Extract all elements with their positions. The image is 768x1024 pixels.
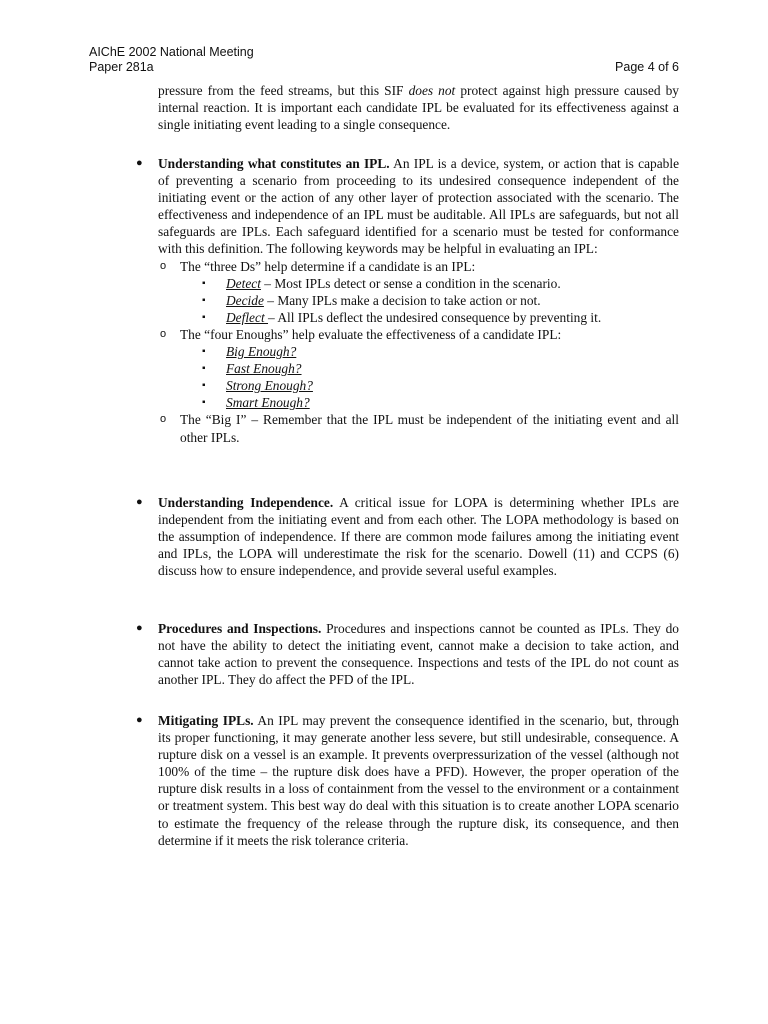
square-bullet-icon: ▪ (202, 363, 206, 375)
four-enoughs-item: ▪ Smart Enough? (202, 395, 310, 411)
page-number: Page 4 of 6 (615, 60, 679, 74)
three-ds-item: ▪ Decide – Many IPLs make a decision to take action or not. (202, 292, 541, 308)
bullet-mitigating (136, 712, 679, 849)
four-enoughs-item: ▪ Fast Enough? (202, 361, 302, 377)
bullet-text: Procedures and Inspections. Procedures and inspections cannot be counted as IPLs. They do not have the ability to detect the initiating event, cannot make a decision to take action, and cannot take action to prevent the consequence. Inspections and tests of the IPL do not count as another IPL. They do affect the PFD of the IPL. (158, 621, 679, 688)
bullet-title: Procedures and Inspections. (158, 621, 322, 636)
sublist-item: o The “three Ds” help determine if a candidate is an IPL: (160, 258, 476, 274)
emphasis: does not (408, 83, 456, 98)
bullet-title: Understanding Independence. (158, 495, 334, 510)
meeting-name: AIChE 2002 National Meeting (89, 45, 254, 59)
bullet-icon: ● (136, 496, 143, 508)
sublist-item: o The “Big I” – Remember that the IPL must be independent of the initiating event and all other IPLs. (160, 412, 679, 445)
bullet-text: Understanding Independence. A critical issue for LOPA is determining whether IPLs are independent from the initiating event and from each other. The LOPA methodology is based on the assumption of independence. If there are common mode failures among the initiating event and IPLs, the LOPA will underestimate the risk for the scenario. Dowell (11) and CCPS (6) discuss how to ensure independence, and provide several useful examples. (158, 495, 679, 579)
bullet-title: Understanding what constitutes an IPL. (158, 156, 390, 171)
square-bullet-icon: ▪ (202, 277, 206, 289)
square-bullet-icon: ▪ (202, 311, 206, 323)
sublist-item: o The “four Enoughs” help evaluate the effectiveness of a candidate IPL: (160, 326, 562, 342)
four-enoughs-item: ▪ Big Enough? (202, 344, 297, 360)
circle-bullet-icon: o (160, 413, 167, 426)
square-bullet-icon: ▪ (202, 397, 206, 409)
paper-number: Paper 281a (89, 60, 154, 74)
bullet-procedures (136, 620, 679, 688)
square-bullet-icon: ▪ (202, 294, 206, 306)
four-enoughs-item: ▪ Strong Enough? (202, 378, 313, 394)
bullet-constitutes-ipl (136, 155, 680, 446)
bullet-independence (136, 494, 679, 579)
bullet-icon: ● (136, 622, 143, 634)
circle-bullet-icon: o (160, 259, 167, 272)
bullet-icon: ● (136, 157, 143, 169)
bullet-title: Mitigating IPLs. (158, 713, 254, 728)
bullet-text: Mitigating IPLs. An IPL may prevent the consequence identified in the scenario, but, through its proper functioning, it may generate another less severe, but still undesirable, consequence. A rupture disk on a vessel is an example. It prevents overpressurization of the vessel (although not 100% of the time – the rupture disk does have a PFD). However, the proper operation of the rupture disk results in a loss of containment from the vessel to the environment or a containment or treatment system. This best way do deal with this situation is to create another LOPA scenario to estimate the frequency of the release through the rupture disk, its consequence, and then determine if it meets the risk tolerance criteria. (158, 713, 679, 848)
bullet-icon: ● (136, 714, 143, 726)
square-bullet-icon: ▪ (202, 346, 206, 358)
three-ds-item: ▪ Deflect – All IPLs deflect the undesired consequence by preventing it. (202, 309, 602, 325)
bullet-text: Understanding what constitutes an IPL. An IPL is a device, system, or action that is capable of preventing a scenario from proceeding to its undesired consequence independent of the initiating event or the action of any other layer of protection associated with the scenario. The effectiveness and independence of an IPL must be auditable. All IPLs are safeguards, but not all safeguards are IPLs. Each safeguard identified for a scenario must be tested for conformance with this definition. The following keywords may be helpful in evaluating an IPL: (158, 156, 680, 257)
circle-bullet-icon: o (160, 327, 167, 340)
continued-paragraph: pressure from the feed streams, but this SIF does not protect against high pressure caused by internal reaction. It is important each candidate IPL be evaluated for its effectiveness against a single initiating event leading to a single consequence. (158, 83, 679, 133)
square-bullet-icon: ▪ (202, 380, 206, 392)
three-ds-item: ▪ Detect – Most IPLs detect or sense a condition in the scenario. (202, 275, 561, 291)
page-header (89, 45, 679, 75)
